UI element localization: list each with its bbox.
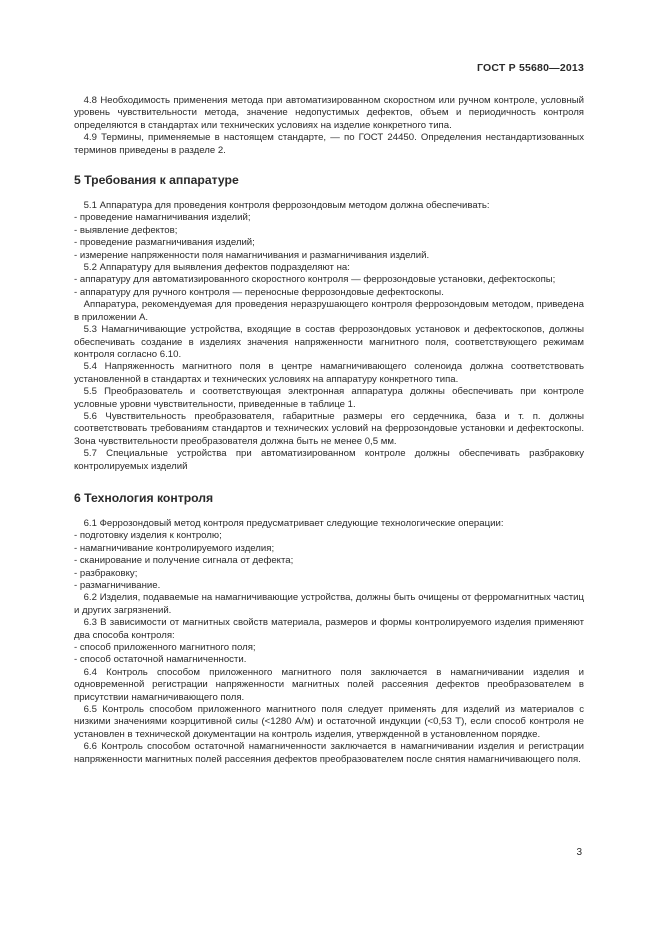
document-code: ГОСТ Р 55680—2013 [476,62,584,74]
list-item: - размагничивание. [74,580,161,591]
clause-paragraph: 5.2 Аппаратуру для выявления дефектов подразделяют на: [83,262,350,274]
list-item: - проведение размагничивания изделий; [74,237,255,249]
clause-paragraph: 6.6 Контроль способом остаточной намагниченности заключается в намагничивании изделия и регистрации напряженности магнитных полей рассеяния дефектов преобразователем после снятия намагничивающего поля. [74,741,584,765]
list-item: - измерение напряженности поля намагничивания и размагничивания изделий. [74,249,430,261]
section-5-heading: 5 Требования к аппаратуре [74,173,239,188]
list-item: - разбраковку; [74,567,138,579]
clause-paragraph: Аппаратура, рекомендуемая для проведения неразрушающего контроля феррозондовым методом, приведена в приложении А. [74,299,584,323]
clause-paragraph: 5.1 Аппаратура для проведения контроля феррозондовым методом должна обеспечивать: [83,200,490,212]
list-item: - подготовку изделия к контролю; [74,530,222,542]
clause-paragraph: 5.7 Специальные устройства при автоматизированном контроле должны обеспечивать разбраковку контролируемых изделий [74,448,584,472]
clause-paragraph: 6.5 Контроль способом приложенного магнитного поля следует применять для изделий из материалов с низкими значениями коэрцитивной силы (<1280 А/м) и остаточной индукции (<0,53 Т), если способ контроля не установлен в технической документации на контроль изделия, утвержденной в установленном порядке. [74,704,584,740]
clause-4-9: 4.9 Термины, применяемые в настоящем стандарте, — по ГОСТ 24450. Определения нестандартизованных терминов приведены в разделе 2. [74,132,584,156]
list-item: - сканирование и получение сигнала от дефекта; [74,555,294,567]
page-number: 3 [576,847,582,858]
list-item: - выявление дефектов; [74,224,178,236]
clause-paragraph: 6.3 В зависимости от магнитных свойств материала, размеров и формы контролируемого изделия применяют два способа контроля: [74,617,584,641]
clause-paragraph: 6.4 Контроль способом приложенного магнитного поля заключается в намагничивании изделия и одновременной регистрации напряженности магнитных полей рассеяния дефектов преобразователем в присутствии намагничивающего поля. [74,666,584,703]
clause-paragraph: 5.4 Напряженность магнитного поля в центре намагничивающего соленоида должна соответствовать установленной в стандартах и технических условиях на аппаратуру конкретного типа. [74,361,584,385]
page-content [74,95,584,766]
list-item: - аппаратуру для ручного контроля — переносные феррозондовые дефектоскопы. [74,286,444,298]
section-6-body [74,518,584,766]
clause-paragraph: 6.2 Изделия, подаваемые на намагничивающие устройства, должны быть очищены от ферромагнитных частиц и других загрязнений. [74,592,584,616]
list-item: - способ приложенного магнитного поля; [74,642,256,654]
clause-paragraph: 5.5 Преобразователь и соответствующая электронная аппаратура должны обеспечивать при контроле условные уровни чувствительности, приведенные в таблице 1. [74,386,584,410]
clause-paragraph: 6.1 Феррозондовый метод контроля предусматривает следующие технологические операции: [83,517,504,529]
list-item: - аппаратуру для автоматизированного скоростного контроля — феррозондовые установки, дефектоскопы; [74,274,556,286]
clause-paragraph: 5.6 Чувствительность преобразователя, габаритные размеры его сердечника, база и т. п. должны соответствовать требованиям стандартов и технических условий на феррозондовые установки и дефектоскопы. Зона чувствительности преобразователя должна быть не менее 0,5 мм. [74,410,584,447]
list-item: - проведение намагничивания изделий; [74,212,251,224]
list-item: - намагничивание контролируемого изделия; [74,542,275,554]
section-5-body [74,200,584,473]
clause-paragraph: 5.3 Намагничивающие устройства, входящие в состав феррозондовых установок и дефектоскопов, должны обеспечивать создание в изделиях значения напряженности магнитного поля, соответствующего режимам контроля согласно 6.10. [74,324,584,360]
section-6-heading: 6 Технология контроля [74,490,214,505]
list-item: - способ остаточной намагниченности. [74,654,247,666]
clause-4-8: 4.8 Необходимость применения метода при автоматизированном скоростном или ручном контроле, условный уровень чувствительности метода, значение недопустимых дефектов, объем и периодичность контроля определяются в стандартах или технических условиях на изделие конкретного типа. [74,95,584,131]
